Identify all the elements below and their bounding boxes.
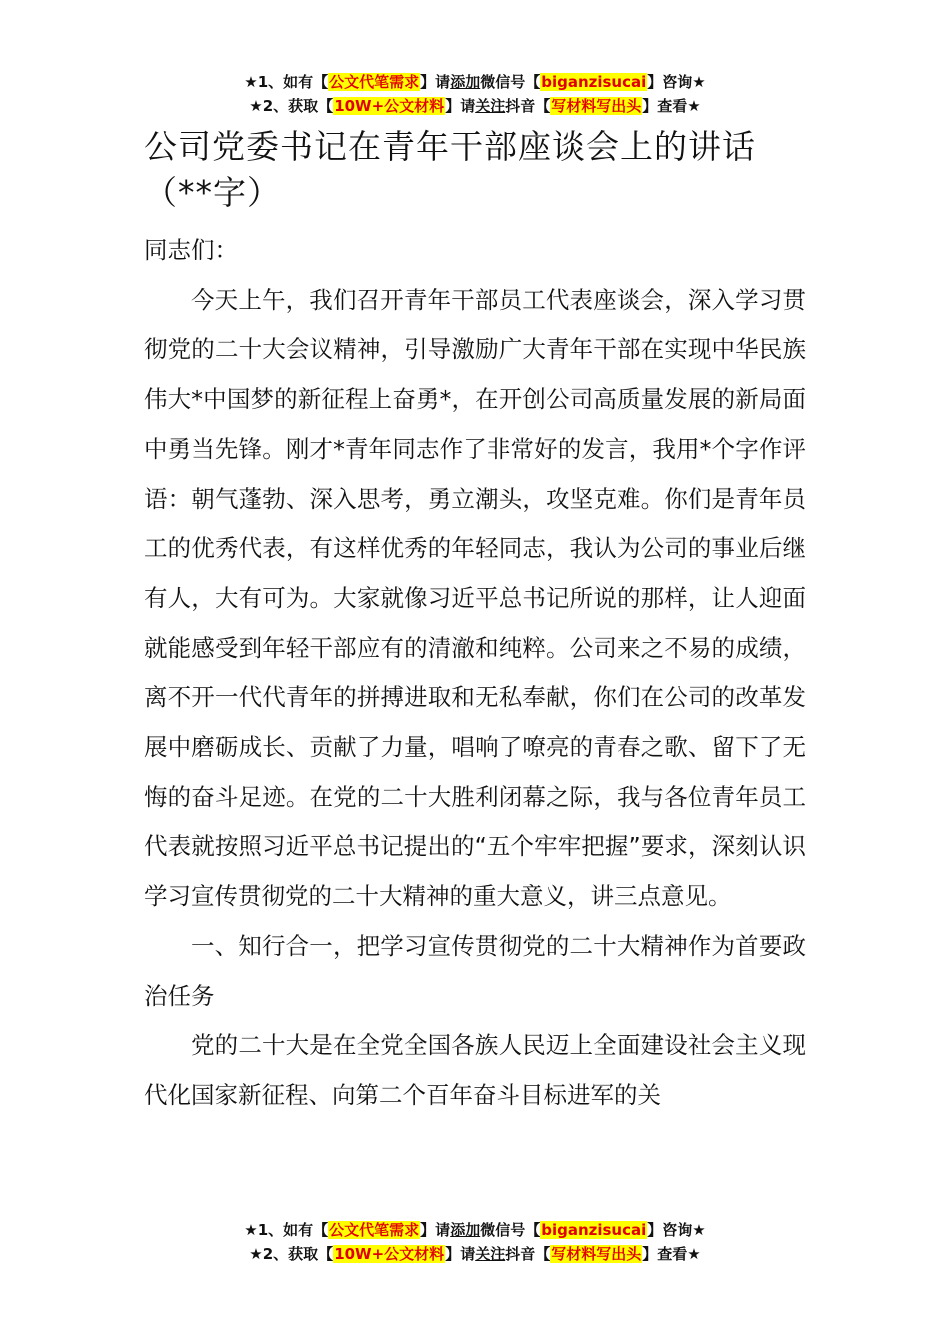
highlight-text: 公文代笔需求 xyxy=(329,73,420,91)
promo-banner-top xyxy=(0,70,950,118)
highlight-text: 10W+公文材料 xyxy=(334,97,445,115)
document-body xyxy=(144,226,806,1121)
paragraph: 党的二十大是在全党全国各族人民迈上全面建设社会主义现代化国家新征程、向第二个百年奋斗目标进军的关 xyxy=(144,1031,806,1109)
section-heading: 一、知行合一，把学习宣传贯彻党的二十大精神作为首要政治任务 xyxy=(144,931,806,1010)
highlight-text: 公文代笔需求 xyxy=(329,1221,420,1239)
promo-line-1: ★1、如有【公文代笔需求】请添加微信号【biganzisucai】咨询★ xyxy=(244,73,706,91)
highlight-text: biganzisucai xyxy=(541,1221,647,1239)
paragraph: 今天上午，我们召开青年干部员工代表座谈会，深入学习贯彻党的二十大会议精神，引导激励广大青年干部在实现中华民族伟大*中国梦的新征程上奋勇*，在开创公司高质量发展的新局面中勇当先锋。刚才*青年同志作了非常好的发言，我用*个字作评语：朝气蓬勃、深入思考，勇立潮头，攻坚克难。你们是青年员工的优秀代表，有这样优秀的年轻同志，我认为公司的事业后继有人，大有可为。大家就像习近平总书记所说的那样，让人迎面就能感受到年轻干部应有的清澈和纯粹。公司来之不易的成绩，离不开一代代青年的拼搏进取和无私奉献，你们在公司的改革发展中磨砺成长、贡献了力量，唱响了嘹亮的青春之歌、留下了无悔的奋斗足迹。在党的二十大胜利闭幕之际，我与各位青年员工代表就按照习近平总书记提出的“五个牢牢把握”要求，深刻认识学习宣传贯彻党的二十大精神的重大意义，讲三点意见。 xyxy=(144,285,806,911)
promo-line-1: ★1、如有【公文代笔需求】请添加微信号【biganzisucai】咨询★ xyxy=(244,1221,706,1239)
promo-banner-bottom xyxy=(0,1218,950,1266)
salutation: 同志们： xyxy=(144,236,238,264)
highlight-text: 写材料写出头 xyxy=(551,97,642,115)
promo-line-2: ★2、获取【10W+公文材料】请关注抖音【写材料写出头】查看★ xyxy=(249,1245,701,1263)
promo-line-2: ★2、获取【10W+公文材料】请关注抖音【写材料写出头】查看★ xyxy=(249,97,701,115)
highlight-text: 写材料写出头 xyxy=(551,1245,642,1263)
highlight-text: biganzisucai xyxy=(541,73,647,91)
highlight-text: 10W+公文材料 xyxy=(334,1245,445,1263)
document-title: 公司党委书记在青年干部座谈会上的讲话（**字） xyxy=(144,127,756,212)
